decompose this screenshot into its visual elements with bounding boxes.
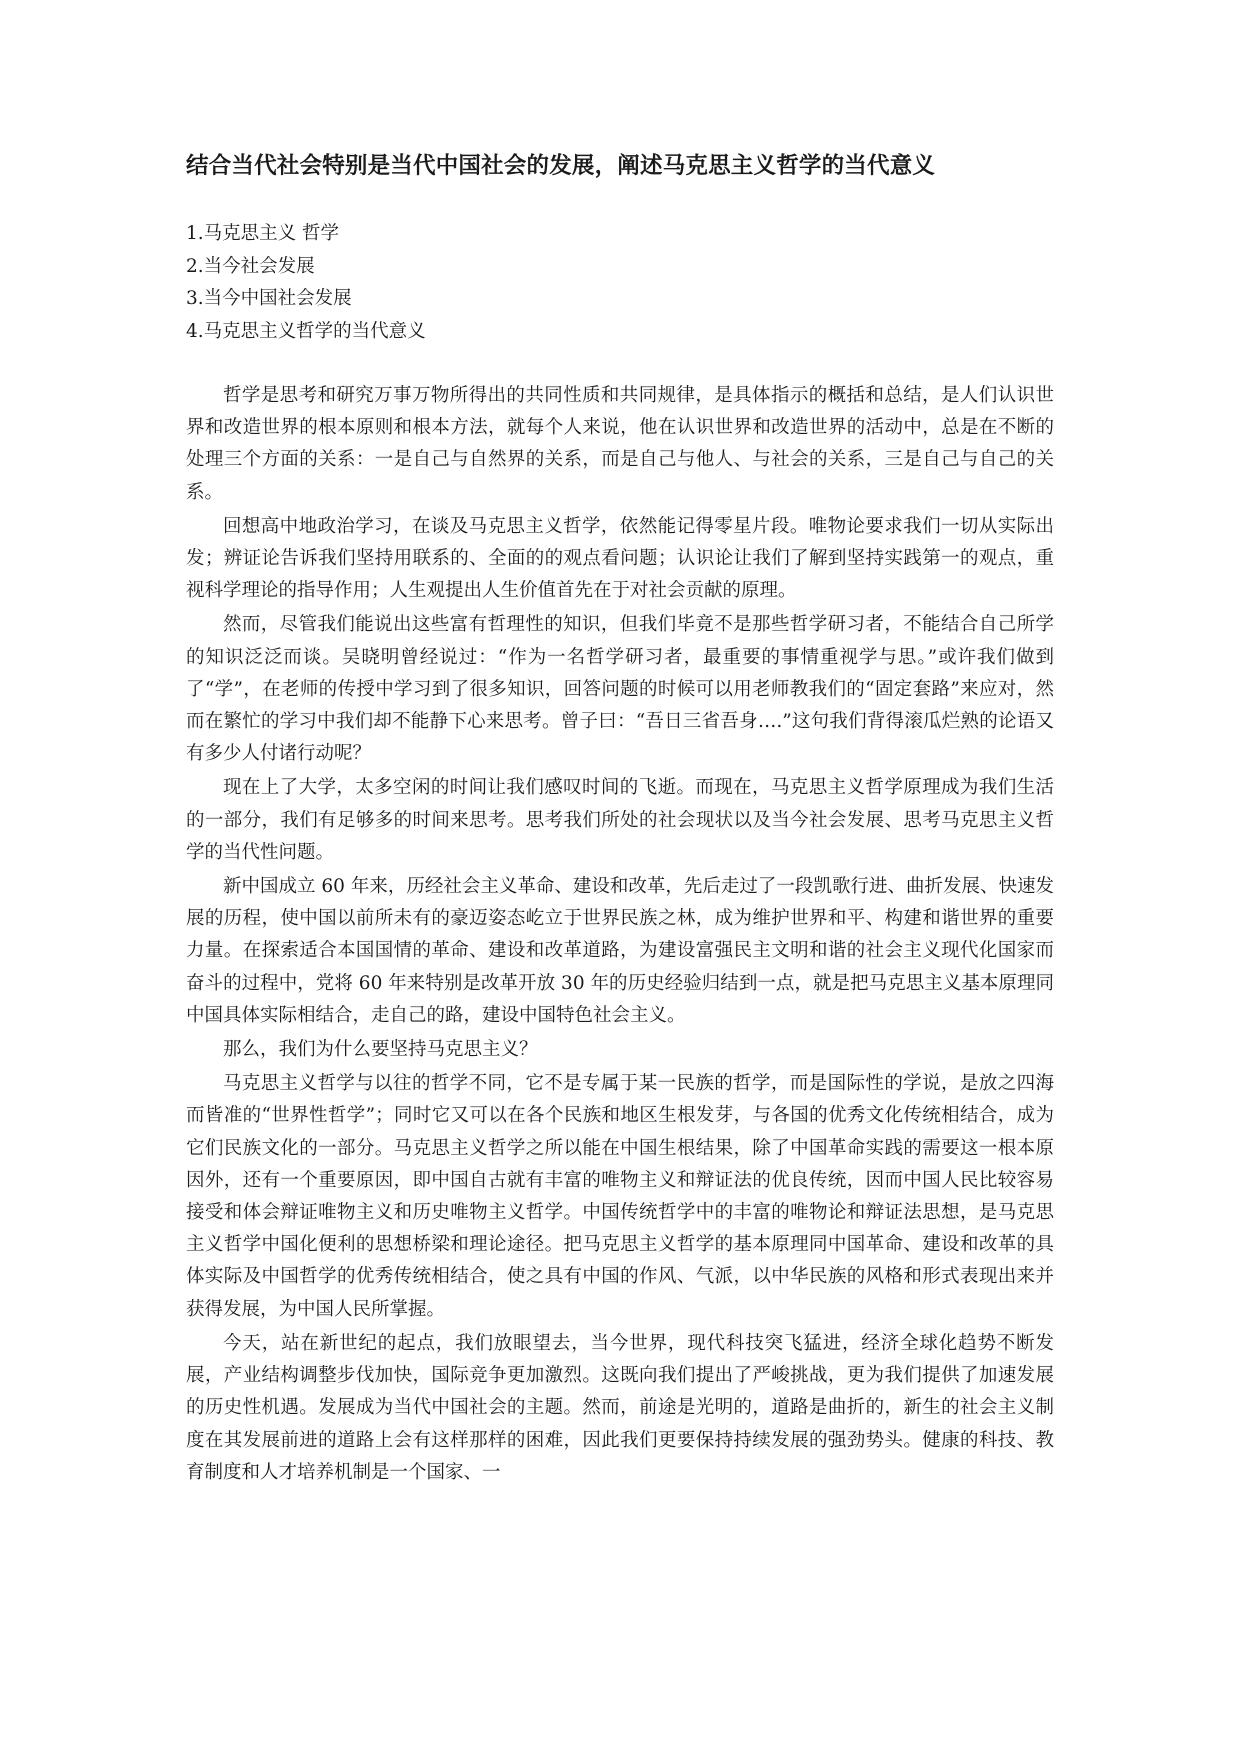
- body-paragraph: 今天，站在新世纪的起点，我们放眼望去，当今世界，现代科技突飞猛进，经济全球化趋势不断发展，产业结构调整步伐加快，国际竞争更加激烈。这既向我们提出了严峻挑战，更为我们提供了加速发展的历史性机遇。发展成为当代中国社会的主题。然而，前途是光明的，道路是曲折的，新生的社会主义制度在其发展前进的道路上会有这样那样的困难，因此我们更要保持持续发展的强劲势头。健康的科技、教育制度和人才培养机制是一个国家、一: [186, 1332, 1054, 1483]
- outline-item: 2.当今社会发展: [186, 255, 315, 277]
- body-paragraph: 哲学是思考和研究万事万物所得出的共同性质和共同规律，是具体指示的概括和总结，是人们认识世界和改造世界的根本原则和根本方法，就每个人来说，他在认识世界和改造世界的活动中，总是在不断的处理三个方面的关系：一是自己与自然界的关系，而是自己与他人、与社会的关系，三是自己与自己的关系。: [186, 385, 1054, 503]
- body-paragraph: 然而，尽管我们能说出这些富有哲理性的知识，但我们毕竟不是那些哲学研习者，不能结合自己所学的知识泛泛而谈。吴晓明曾经说过：“作为一名哲学研习者，最重要的事情重视学与思。”或许我们做到了“学”，在老师的传授中学习到了很多知识，回答问题的时候可以用老师教我们的“固定套路”来应对，然而在繁忙的学习中我们却不能静下心来思考。曾子曰：“吾日三省吾身….”这句我们背得滚瓜烂熟的论语又有多少人付诸行动呢？: [186, 614, 1054, 765]
- body-paragraph: 回想高中地政治学习，在谈及马克思主义哲学，依然能记得零星片段。唯物论要求我们一切从实际出发；辨证论告诉我们坚持用联系的、全面的的观点看问题；认识论让我们了解到坚持实践第一的观点，重视科学理论的指导作用；人生观提出人生价值首先在于对社会贡献的原理。: [186, 515, 1054, 602]
- outline-item: 1.马克思主义 哲学: [186, 223, 340, 244]
- outline-item: 4.马克思主义哲学的当代意义: [186, 320, 426, 342]
- outline-item: 3.当今中国社会发展: [186, 288, 352, 309]
- document-title: 结合当代社会特别是当代中国社会的发展，阐述马克思主义哲学的当代意义: [186, 153, 936, 179]
- body-paragraph: 新中国成立 60 年来，历经社会主义革命、建设和改革，先后走过了一段凯歌行进、曲折发展、快速发展的历程，使中国以前所未有的豪迈姿态屹立于世界民族之林，成为维护世界和平、构建和谐世界的重要力量。在探索适合本国国情的革命、建设和改革道路，为建设富强民主文明和谐的社会主义现代化国家而奋斗的过程中，党将 60 年来特别是改革开放 30 年的历史经验归结到一点，就是把马克思主义基本原理同中国具体实际相结合，走自己的路，建设中国特色社会主义。: [186, 876, 1054, 1026]
- outline-list: [186, 218, 426, 348]
- body-paragraph: 那么，我们为什么要坚持马克思主义？: [223, 1039, 538, 1061]
- body-paragraph: 马克思主义哲学与以往的哲学不同，它不是专属于某一民族的哲学，而是国际性的学说，是放之四海而皆准的“世界性哲学”；同时它又可以在各个民族和地区生根发芽，与各国的优秀文化传统相结合，成为它们民族文化的一部分。马克思主义哲学之所以能在中国生根结果，除了中国革命实践的需要这一根本原因外，还有一个重要原因，即中国自古就有丰富的唯物主义和辩证法的优良传统，因而中国人民比较容易接受和体会辩证唯物主义和历史唯物主义哲学。中国传统哲学中的丰富的唯物论和辩证法思想，是马克思主义哲学中国化便利的思想桥梁和理论途径。把马克思主义哲学的基本原理同中国革命、建设和改革的具体实际及中国哲学的优秀传统相结合，使之具有中国的作风、气派，以中华民族的风格和形式表现出来并获得发展，为中国人民所掌握。: [186, 1073, 1054, 1320]
- document-body: [186, 380, 1054, 1491]
- body-paragraph: 现在上了大学，太多空闲的时间让我们感叹时间的飞逝。而现在，马克思主义哲学原理成为我们生活的一部分，我们有足够多的时间来思考。思考我们所处的社会现状以及当今社会发展、思考马克思主义哲学的当代性问题。: [186, 777, 1054, 863]
